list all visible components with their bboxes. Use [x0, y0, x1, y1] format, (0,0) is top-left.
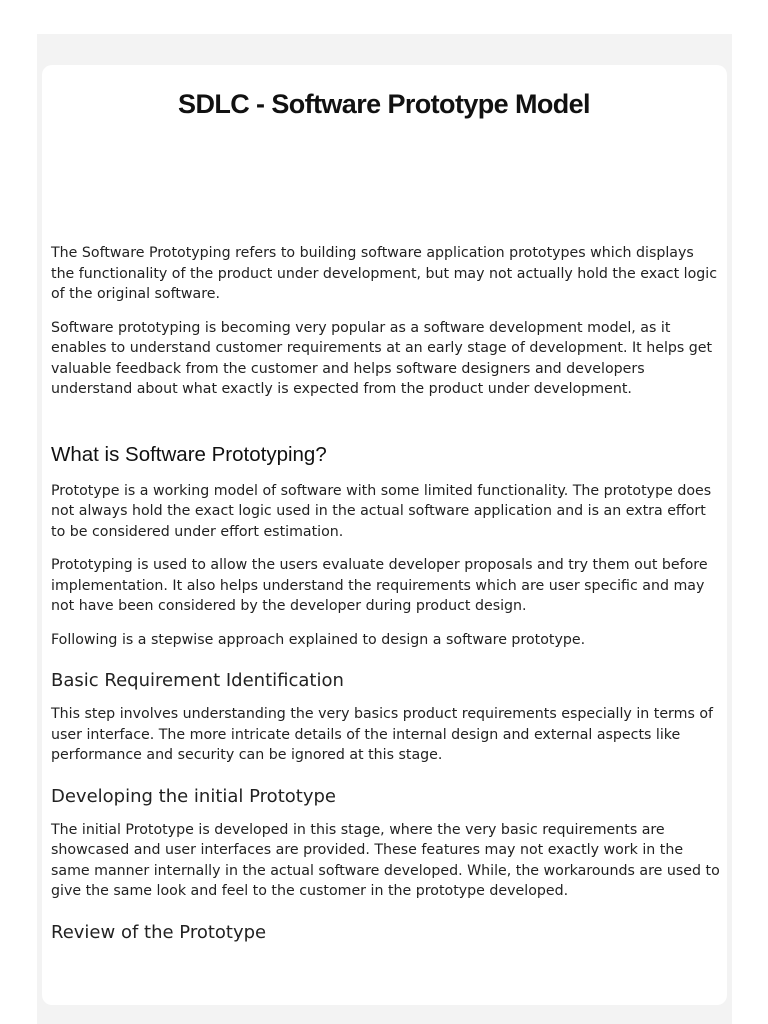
step-heading-initial-prototype: Developing the initial Prototype	[51, 785, 336, 807]
section-paragraph-2: Prototyping is used to allow the users evaluate developer proposals and try them out before implementation. It also helps understand the requirements which are user specific and may not have been considered by the developer during product design.	[51, 557, 708, 614]
intro-paragraph-2: Software prototyping is becoming very popular as a software development model, as it enables to understand customer requirements at an early stage of development. It helps get valuable feedback from the customer and helps software designers and developers understand about what exactly is expected from the product under development.	[51, 319, 713, 397]
step-heading-review-prototype: Review of the Prototype	[51, 921, 267, 943]
step-text-initial-prototype: The initial Prototype is developed in this stage, where the very basic requirements are showcased and user interfaces are provided. These features may not exactly work in the same manner internally in the actual software developed. While, the workarounds are used to give the same look and feel to the customer in the prototype developed.	[51, 821, 720, 899]
page-background	[37, 34, 732, 1024]
intro-paragraph-1: The Software Prototyping refers to building software application prototypes which displays the functionality of the product under development, but may not actually hold the exact logic of the original software.	[51, 245, 718, 302]
step-heading-requirement-identification: Basic Requirement Identification	[51, 670, 344, 691]
page-title: SDLC - Software Prototype Model	[178, 89, 590, 119]
article-body	[51, 243, 721, 956]
article-card	[42, 65, 727, 1005]
section-heading: What is Software Prototyping?	[51, 442, 327, 466]
step-text-requirement-identification: This step involves understanding the very basics product requirements especially in terms of user interface. The more intricate details of the internal design and external aspects like performance and security can be ignored at this stage.	[51, 706, 714, 763]
section-paragraph-3: Following is a stepwise approach explained to design a software prototype.	[51, 631, 586, 648]
section-paragraph-1: Prototype is a working model of software with some limited functionality. The prototype does not always hold the exact logic used in the actual software application and is an extra effort to be considered under effort estimation.	[51, 482, 712, 540]
